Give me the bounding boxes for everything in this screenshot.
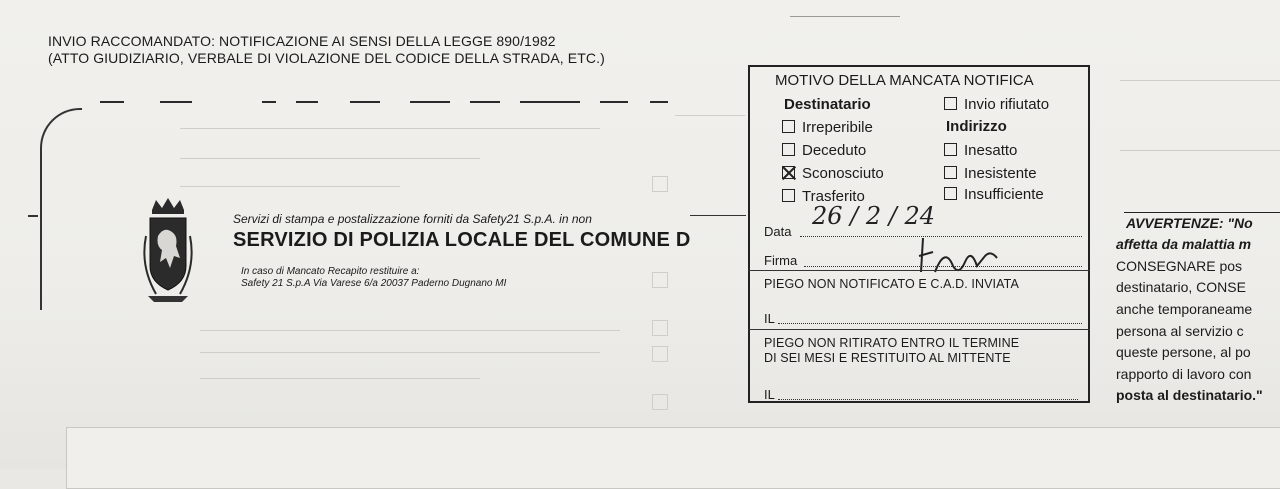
checkbox-sconosciuto[interactable]	[782, 165, 884, 182]
checkbox-label: Trasferito	[802, 188, 865, 205]
dash-separator	[160, 101, 192, 103]
piego-non-ritirato-line1: PIEGO NON RITIRATO ENTRO IL TERMINE	[764, 336, 1020, 350]
checkbox-label: Invio rifiutato	[964, 96, 1050, 113]
handwritten-date: 26 / 2 / 24	[812, 202, 936, 230]
checkbox-label: Inesatto	[964, 142, 1018, 159]
checkbox-deceduto[interactable]	[782, 142, 866, 159]
dash-separator	[100, 101, 124, 103]
page-subtitle: (ATTO GIUDIZIARIO, VERBALE DI VIOLAZIONE DEL CODICE DELLA STRADA, ETC.)	[48, 50, 605, 66]
avvertenze-line: anche temporaneame	[1116, 301, 1253, 317]
checkbox-box[interactable]	[944, 187, 957, 200]
dash-separator	[600, 101, 628, 103]
checkbox-box[interactable]	[782, 189, 795, 202]
page-title: INVIO RACCOMANDATO: NOTIFICAZIONE AI SENSI DELLA LEGGE 890/1982	[48, 33, 556, 49]
box-separator	[748, 329, 1090, 330]
checkbox-invio-rifiutato[interactable]	[944, 96, 1049, 113]
checkbox-box[interactable]	[944, 143, 957, 156]
checkbox-label: Sconosciuto	[802, 165, 884, 182]
checkbox-inesatto[interactable]	[944, 142, 1017, 159]
checkbox-insufficiente[interactable]	[944, 186, 1044, 203]
dash-separator	[650, 101, 668, 103]
checkbox-box[interactable]	[944, 166, 957, 179]
return-address-label: In caso di Mancato Recapito restituire a:	[241, 266, 420, 277]
avvertenze-line: queste persone, al po	[1116, 344, 1251, 360]
bleed-through-line	[1120, 80, 1280, 81]
avvertenze-line: persona al servizio c	[1116, 323, 1244, 339]
bleed-through-line	[200, 378, 480, 379]
data-label: Data	[764, 224, 792, 239]
coat-of-arms-icon	[142, 196, 194, 308]
bottom-frame	[66, 427, 1280, 489]
dash-separator	[350, 101, 380, 103]
return-address: Safety 21 S.p.A Via Varese 6/a 20037 Paderno Dugnano MI	[241, 278, 507, 289]
il-label: IL	[764, 311, 775, 326]
checkbox-label: Deceduto	[802, 142, 867, 159]
bleed-through-box	[652, 176, 668, 192]
checkbox-box[interactable]	[782, 143, 795, 156]
bleed-through-line	[180, 158, 480, 159]
avvertenze-title: AVVERTENZE: "No	[1126, 215, 1253, 231]
piego-non-notificato: PIEGO NON NOTIFICATO E C.A.D. INVIATA	[764, 277, 1019, 291]
bleed-through-line	[200, 352, 600, 353]
avvertenze-line: posta al destinatario."	[1116, 387, 1263, 403]
destinatario-label: Destinatario	[784, 96, 871, 113]
dash-separator	[470, 101, 500, 103]
dash-separator	[410, 101, 450, 103]
box-separator	[748, 270, 1090, 271]
bleed-through-line	[675, 115, 745, 116]
il-field-line[interactable]	[778, 399, 1078, 400]
avvertenze-line: rapporto di lavoro con	[1116, 366, 1252, 382]
sender-title: SERVIZIO DI POLIZIA LOCALE DEL COMUNE D	[233, 229, 691, 251]
avvertenze-line: affetta da malattia m	[1116, 236, 1252, 252]
checkbox-irreperibile[interactable]	[782, 119, 873, 136]
bleed-through-box	[652, 320, 668, 336]
avvertenze-rule	[1124, 212, 1280, 213]
il-label: IL	[764, 387, 775, 402]
envelope-window-corner	[40, 108, 82, 310]
top-rule	[790, 16, 900, 17]
indirizzo-label: Indirizzo	[946, 118, 1007, 135]
il-field-line[interactable]	[778, 323, 1082, 324]
checkbox-box[interactable]	[944, 97, 957, 110]
fold-mark	[28, 215, 38, 217]
checkbox-label: Irreperibile	[802, 119, 873, 136]
bleed-through-box	[652, 394, 668, 410]
services-note: Servizi di stampa e postalizzazione forniti da Safety21 S.p.A. in non	[233, 212, 592, 226]
avvertenze-line: destinatario, CONSE	[1116, 279, 1246, 295]
fold-mark	[690, 215, 746, 216]
checkbox-inesistente[interactable]	[944, 165, 1037, 182]
dash-separator	[296, 101, 318, 103]
dash-separator	[262, 101, 276, 103]
checkbox-box[interactable]	[782, 120, 795, 133]
firma-label: Firma	[764, 253, 798, 268]
bleed-through-line	[180, 186, 400, 187]
piego-non-ritirato-line2: DI SEI MESI E RESTITUITO AL MITTENTE	[764, 351, 1011, 365]
avvertenze-line: CONSEGNARE pos	[1116, 258, 1243, 274]
bleed-through-line	[180, 128, 600, 129]
bleed-through-box	[652, 346, 668, 362]
bleed-through-line	[1120, 150, 1280, 151]
motivo-title: MOTIVO DELLA MANCATA NOTIFICA	[775, 72, 1034, 89]
bleed-through-box	[652, 272, 668, 288]
bleed-through-line	[200, 330, 620, 331]
checkbox-label: Insufficiente	[964, 186, 1044, 203]
checkbox-box-checked[interactable]	[782, 166, 795, 179]
dash-separator	[520, 101, 580, 103]
checkbox-label: Inesistente	[964, 165, 1037, 182]
